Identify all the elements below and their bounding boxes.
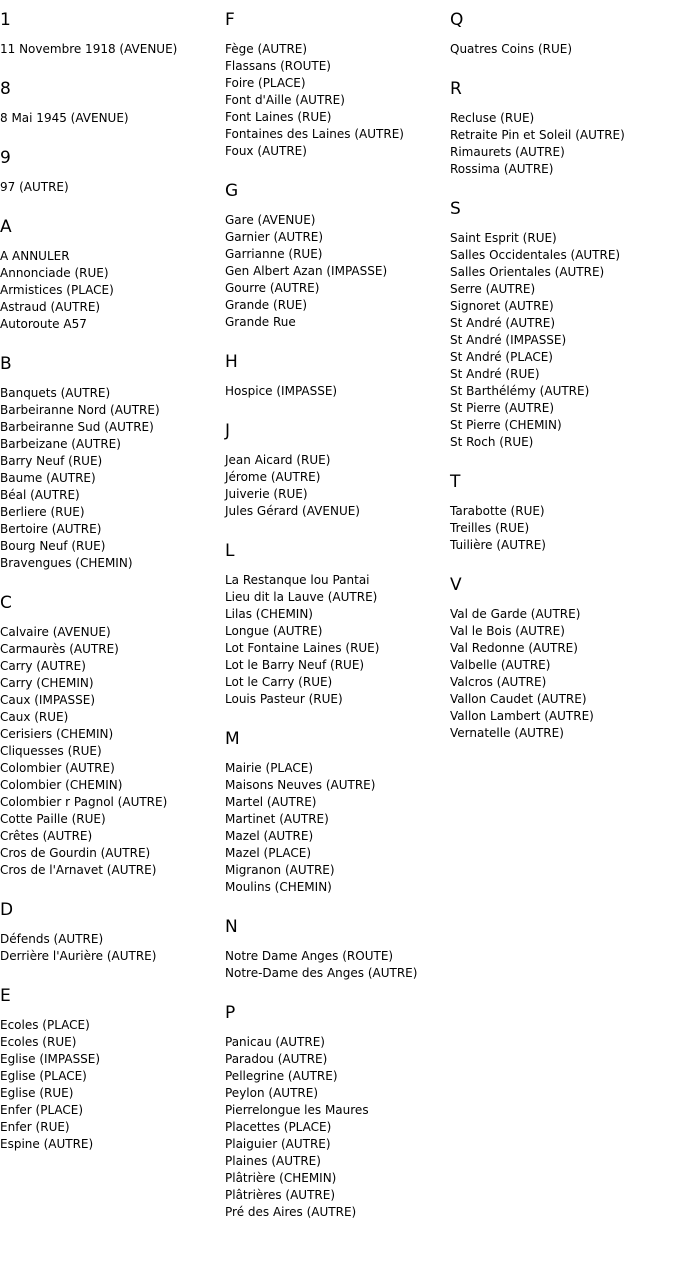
letter-group (225, 540, 447, 708)
street-link[interactable]: Louis Pasteur (RUE) (225, 692, 343, 706)
street-link[interactable]: Signoret (AUTRE) (450, 299, 554, 313)
street-link[interactable]: Banquets (AUTRE) (0, 386, 111, 400)
street-link[interactable]: Foire (PLACE) (225, 76, 306, 90)
street-link[interactable]: Valcros (AUTRE) (450, 675, 547, 689)
street-link[interactable]: Flassans (ROUTE) (225, 59, 331, 73)
street-link[interactable]: Pellegrine (AUTRE) (225, 1069, 338, 1083)
street-link[interactable]: Caux (IMPASSE) (0, 693, 96, 707)
street-link[interactable]: Caux (RUE) (0, 710, 69, 724)
letter-heading: A (0, 217, 12, 237)
street-link[interactable]: Plaines (AUTRE) (225, 1154, 321, 1168)
letter-heading: V (450, 575, 462, 595)
letter-heading: B (0, 354, 12, 374)
street-link[interactable]: Fontaines des Laines (AUTRE) (225, 127, 404, 141)
street-link[interactable]: Gourre (AUTRE) (225, 281, 320, 295)
letter-group (225, 420, 447, 520)
street-link[interactable]: 8 Mai 1945 (AVENUE) (0, 111, 129, 125)
street-link[interactable]: Cliquesses (RUE) (0, 744, 102, 758)
letter-heading: F (225, 10, 235, 30)
street-link[interactable]: Bourg Neuf (RUE) (0, 539, 106, 553)
street-link[interactable]: Bertoire (AUTRE) (0, 522, 102, 536)
street-link[interactable]: Treilles (RUE) (450, 521, 530, 535)
street-link[interactable]: Vallon Caudet (AUTRE) (450, 692, 587, 706)
letter-heading: Q (450, 10, 464, 30)
street-link[interactable]: Migranon (AUTRE) (225, 863, 335, 877)
street-link[interactable]: St Pierre (AUTRE) (450, 401, 555, 415)
street-link[interactable]: Pré des Aires (AUTRE) (225, 1205, 357, 1219)
street-link[interactable]: Salles Occidentales (AUTRE) (450, 248, 621, 262)
street-link[interactable]: Vallon Lambert (AUTRE) (450, 709, 594, 723)
street-link[interactable]: Grande Rue (225, 315, 296, 329)
street-link[interactable]: Val Redonne (AUTRE) (450, 641, 578, 655)
street-link[interactable]: Garnier (AUTRE) (225, 230, 324, 244)
street-link[interactable]: Cros de Gourdin (AUTRE) (0, 846, 151, 860)
street-list (450, 110, 672, 178)
street-link[interactable]: Panicau (AUTRE) (225, 1035, 325, 1049)
street-link[interactable]: Saint Esprit (RUE) (450, 231, 557, 245)
street-link[interactable]: Espine (AUTRE) (0, 1137, 94, 1151)
street-link[interactable]: Vernatelle (AUTRE) (450, 726, 564, 740)
street-link[interactable]: Plâtrière (CHEMIN) (225, 1171, 337, 1185)
street-link[interactable]: Jérome (AUTRE) (225, 470, 321, 484)
street-index-column (225, 9, 447, 1241)
street-link[interactable]: Serre (AUTRE) (450, 282, 536, 296)
letter-group (450, 198, 672, 451)
street-list (450, 41, 672, 58)
letter-group (450, 78, 672, 178)
street-list (0, 41, 222, 58)
letter-heading: J (225, 421, 231, 441)
street-link[interactable]: Gen Albert Azan (IMPASSE) (225, 264, 388, 278)
street-link[interactable]: Juiverie (RUE) (225, 487, 308, 501)
street-link[interactable]: Jules Gérard (AVENUE) (225, 504, 360, 518)
street-link[interactable]: Martel (AUTRE) (225, 795, 317, 809)
street-link[interactable]: Calvaire (AVENUE) (0, 625, 111, 639)
letter-group (0, 985, 222, 1153)
street-link[interactable]: Val le Bois (AUTRE) (450, 624, 565, 638)
street-link[interactable]: Eglise (PLACE) (0, 1069, 87, 1083)
street-list (450, 503, 672, 554)
street-link[interactable]: Notre-Dame des Anges (AUTRE) (225, 966, 418, 980)
street-link[interactable]: Salles Orientales (AUTRE) (450, 265, 605, 279)
letter-group (0, 353, 222, 572)
letter-group (450, 471, 672, 554)
letter-group (0, 216, 222, 333)
street-link[interactable]: Colombier (AUTRE) (0, 761, 115, 775)
street-link[interactable]: Garrianne (RUE) (225, 247, 323, 261)
letter-heading: G (225, 181, 239, 201)
street-link[interactable]: Barbeiranne Sud (AUTRE) (0, 420, 154, 434)
street-link[interactable]: Carry (CHEMIN) (0, 676, 94, 690)
street-link[interactable]: Tuilière (AUTRE) (450, 538, 546, 552)
street-link[interactable]: Pierrelongue les Maures (225, 1103, 369, 1117)
street-link[interactable]: 11 Novembre 1918 (AVENUE) (0, 42, 178, 56)
letter-heading: P (225, 1003, 236, 1023)
street-link[interactable]: Retraite Pin et Soleil (AUTRE) (450, 128, 625, 142)
street-index-column (450, 9, 672, 762)
street-link[interactable]: 97 (AUTRE) (0, 180, 69, 194)
street-list (225, 452, 447, 520)
street-link[interactable]: Béal (AUTRE) (0, 488, 80, 502)
street-link[interactable]: Eglise (RUE) (0, 1086, 74, 1100)
street-link[interactable]: Mairie (PLACE) (225, 761, 314, 775)
street-link[interactable]: La Restanque lou Pantai (225, 573, 370, 587)
letter-heading: 9 (0, 148, 11, 168)
street-index-column (0, 9, 222, 1173)
letter-group (450, 574, 672, 742)
street-link[interactable]: A ANNULER (0, 249, 70, 263)
letter-heading: 1 (0, 10, 11, 30)
street-list (225, 383, 447, 400)
street-link[interactable]: Eglise (IMPASSE) (0, 1052, 101, 1066)
street-link[interactable]: Rossima (AUTRE) (450, 162, 554, 176)
letter-heading: 8 (0, 79, 11, 99)
letter-group (0, 592, 222, 879)
street-list (225, 948, 447, 982)
street-link[interactable]: Longue (AUTRE) (225, 624, 323, 638)
letter-heading: N (225, 917, 238, 937)
street-link[interactable]: Cros de l'Arnavet (AUTRE) (0, 863, 157, 877)
street-link[interactable]: Cotte Paille (RUE) (0, 812, 106, 826)
street-link[interactable]: Crêtes (AUTRE) (0, 829, 93, 843)
street-list (450, 230, 672, 451)
street-link[interactable]: Barry Neuf (RUE) (0, 454, 103, 468)
street-link[interactable]: Lot le Barry Neuf (RUE) (225, 658, 365, 672)
letter-group (225, 916, 447, 982)
street-link[interactable]: Mazel (PLACE) (225, 846, 312, 860)
street-list (225, 572, 447, 708)
street-list (225, 1034, 447, 1221)
street-link[interactable]: Maisons Neuves (AUTRE) (225, 778, 376, 792)
street-link[interactable]: Lieu dit la Lauve (AUTRE) (225, 590, 378, 604)
letter-group (225, 728, 447, 896)
street-list (0, 179, 222, 196)
street-list (0, 1017, 222, 1153)
street-list (0, 110, 222, 127)
street-list (0, 931, 222, 965)
street-link[interactable]: Cerisiers (CHEMIN) (0, 727, 114, 741)
street-link[interactable]: Annonciade (RUE) (0, 266, 109, 280)
street-link[interactable]: Barbeizane (AUTRE) (0, 437, 121, 451)
letter-group (225, 9, 447, 160)
street-link[interactable]: Carmaurès (AUTRE) (0, 642, 119, 656)
street-link[interactable]: Rimaurets (AUTRE) (450, 145, 565, 159)
street-link[interactable]: Astraud (AUTRE) (0, 300, 101, 314)
street-link[interactable]: Berliere (RUE) (0, 505, 85, 519)
street-link[interactable]: Tarabotte (RUE) (450, 504, 545, 518)
street-list (0, 248, 222, 333)
street-link[interactable]: Martinet (AUTRE) (225, 812, 329, 826)
street-link[interactable]: Colombier (CHEMIN) (0, 778, 123, 792)
street-link[interactable]: Mazel (AUTRE) (225, 829, 314, 843)
letter-group (0, 9, 222, 58)
street-link[interactable]: Font Laines (RUE) (225, 110, 332, 124)
street-link[interactable]: Jean Aicard (RUE) (225, 453, 331, 467)
letter-heading: C (0, 593, 12, 613)
street-list (450, 606, 672, 742)
letter-group (225, 351, 447, 400)
street-link[interactable]: Barbeiranne Nord (AUTRE) (0, 403, 160, 417)
street-link[interactable]: Ecoles (PLACE) (0, 1018, 90, 1032)
street-link[interactable]: Paradou (AUTRE) (225, 1052, 328, 1066)
street-link[interactable]: Carry (AUTRE) (0, 659, 86, 673)
letter-group (0, 78, 222, 127)
street-link[interactable]: Lilas (CHEMIN) (225, 607, 313, 621)
street-link[interactable]: Font d'Aille (AUTRE) (225, 93, 345, 107)
street-link[interactable]: Ecoles (RUE) (0, 1035, 77, 1049)
street-link[interactable]: Défends (AUTRE) (0, 932, 104, 946)
letter-heading: R (450, 79, 462, 99)
street-link[interactable]: Valbelle (AUTRE) (450, 658, 551, 672)
letter-heading: T (450, 472, 461, 492)
street-list (0, 385, 222, 572)
street-link[interactable]: Plâtrières (AUTRE) (225, 1188, 336, 1202)
street-list (225, 760, 447, 896)
street-link[interactable]: Fège (AUTRE) (225, 42, 308, 56)
letter-heading: L (225, 541, 235, 561)
street-link[interactable]: St Pierre (CHEMIN) (450, 418, 562, 432)
letter-heading: M (225, 729, 240, 749)
street-link[interactable]: St Barthélémy (AUTRE) (450, 384, 590, 398)
street-link[interactable]: Enfer (RUE) (0, 1120, 70, 1134)
street-list (0, 624, 222, 879)
street-link[interactable]: St André (IMPASSE) (450, 333, 567, 347)
letter-group (225, 180, 447, 331)
letter-heading: H (225, 352, 238, 372)
street-link[interactable]: Lot Fontaine Laines (RUE) (225, 641, 380, 655)
street-link[interactable]: Val de Garde (AUTRE) (450, 607, 581, 621)
letter-group (225, 1002, 447, 1221)
street-link[interactable]: St André (PLACE) (450, 350, 553, 364)
street-link[interactable]: Armistices (PLACE) (0, 283, 114, 297)
street-link[interactable]: Bravengues (CHEMIN) (0, 556, 133, 570)
street-link[interactable]: Recluse (RUE) (450, 111, 535, 125)
street-link[interactable]: Derrière l'Aurière (AUTRE) (0, 949, 157, 963)
street-link[interactable]: Quatres Coins (RUE) (450, 42, 573, 56)
street-list (225, 41, 447, 160)
letter-group (450, 9, 672, 58)
street-link[interactable]: Colombier r Pagnol (AUTRE) (0, 795, 168, 809)
letter-group (0, 899, 222, 965)
street-list (225, 212, 447, 331)
street-link[interactable]: Plaiguier (AUTRE) (225, 1137, 331, 1151)
street-link[interactable]: Hospice (IMPASSE) (225, 384, 338, 398)
street-link[interactable]: Autoroute A57 (0, 317, 87, 331)
street-link[interactable]: Gare (AVENUE) (225, 213, 316, 227)
street-link[interactable]: St André (RUE) (450, 367, 540, 381)
street-link[interactable]: Baume (AUTRE) (0, 471, 96, 485)
street-link[interactable]: Lot le Carry (RUE) (225, 675, 333, 689)
street-link[interactable]: Notre Dame Anges (ROUTE) (225, 949, 394, 963)
street-link[interactable]: Peylon (AUTRE) (225, 1086, 318, 1100)
street-link[interactable]: Enfer (PLACE) (0, 1103, 84, 1117)
letter-group (0, 147, 222, 196)
street-link[interactable]: Placettes (PLACE) (225, 1120, 332, 1134)
street-link[interactable]: Foux (AUTRE) (225, 144, 307, 158)
letter-heading: D (0, 900, 14, 920)
street-link[interactable]: Grande (RUE) (225, 298, 308, 312)
street-link[interactable]: St André (AUTRE) (450, 316, 556, 330)
letter-heading: S (450, 199, 461, 219)
street-link[interactable]: Moulins (CHEMIN) (225, 880, 332, 894)
letter-heading: E (0, 986, 11, 1006)
street-link[interactable]: St Roch (RUE) (450, 435, 534, 449)
